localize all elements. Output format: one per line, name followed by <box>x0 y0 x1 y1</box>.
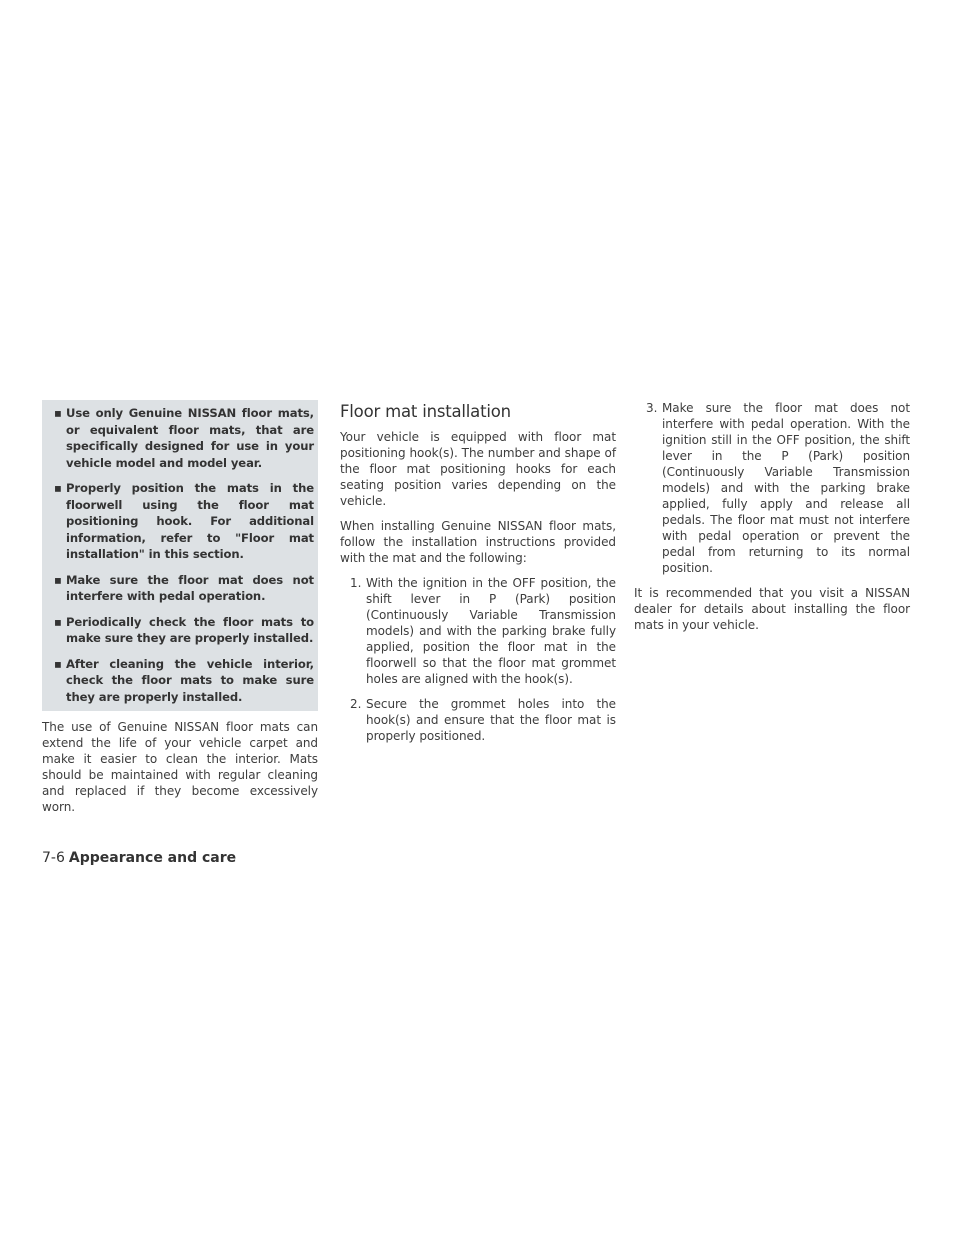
chapter-title: Appearance and care <box>68 850 237 866</box>
warning-item <box>48 480 314 563</box>
warning-text: After cleaning the vehicle interior, check the floor mats to make sure they are properly installed. <box>66 656 314 704</box>
steps-list-continued <box>634 400 910 576</box>
section-paragraph: Your vehicle is equipped with floor mat positioning hook(s). The number and shape of the floor mat positioning hooks for each seating position varies depending on the vehicle. <box>340 430 616 508</box>
page-number: 7-6 <box>42 850 65 866</box>
closing-paragraph: It is recommended that you visit a NISSAN dealer for details about installing the floor mats in your vehicle. <box>634 586 910 632</box>
step-text: Secure the grommet holes into the hook(s) and ensure that the floor mat is properly positioned. <box>366 697 616 743</box>
warning-item <box>48 405 314 471</box>
step-number: 2. <box>350 697 362 711</box>
warning-text: Use only Genuine NISSAN floor mats, or equivalent floor mats, that are specifically designed for use in your vehicle model and model year. <box>66 406 314 470</box>
warning-text: Periodically check the floor mats to make sure they are properly installed. <box>66 614 314 645</box>
section-paragraph: When installing Genuine NISSAN floor mats, follow the installation instructions provided with the mat and the following: <box>340 519 616 565</box>
step-text: Make sure the floor mat does not interfere with pedal operation. With the ignition still in the OFF position, the shift lever in the P (Park) position (Continuously Variable Transmission models) and with the parking brake applied, fully apply and release all pedals. The floor mat must not interfere with pedal operation or prevent the pedal from returning to its normal position. <box>662 401 910 575</box>
step-item <box>340 575 616 687</box>
bullet-icon: ▪ <box>54 614 62 629</box>
step-item <box>340 696 616 744</box>
warning-text: Properly position the mats in the floorwell using the floor mat positioning hook. For additional information, refer to "Floor mat installation" in this section. <box>66 481 314 561</box>
bullet-icon: ▪ <box>54 406 62 420</box>
bullet-icon: ▪ <box>54 572 62 587</box>
warning-text: Make sure the floor mat does not interfere with pedal operation. <box>66 572 314 603</box>
bullet-icon: ▪ <box>54 656 62 671</box>
warning-item <box>48 572 314 605</box>
column-right <box>634 400 910 642</box>
bullet-icon: ▪ <box>54 481 62 495</box>
page-footer <box>42 850 236 866</box>
step-text: With the ignition in the OFF position, the shift lever in P (Park) position (Continuously Variable Transmission models) and with the parking brake fully applied, position the floor mat in the floorwell so that the floor mat grommet holes are aligned with the hook(s). <box>366 576 616 686</box>
warning-box <box>42 400 318 711</box>
steps-list <box>340 575 616 744</box>
warning-item <box>48 656 314 706</box>
warning-item <box>48 614 314 647</box>
step-number: 1. <box>350 576 362 590</box>
step-number: 3. <box>646 401 658 415</box>
column-left <box>42 400 318 824</box>
intro-paragraph: The use of Genuine NISSAN floor mats can extend the life of your vehicle carpet and make it easier to clean the interior. Mats should be maintained with regular cleaning and replaced if they become excessively worn. <box>42 720 318 814</box>
column-middle <box>340 400 616 753</box>
step-item <box>634 400 910 576</box>
section-title: Floor mat installation <box>340 402 511 421</box>
warning-list <box>48 405 314 705</box>
